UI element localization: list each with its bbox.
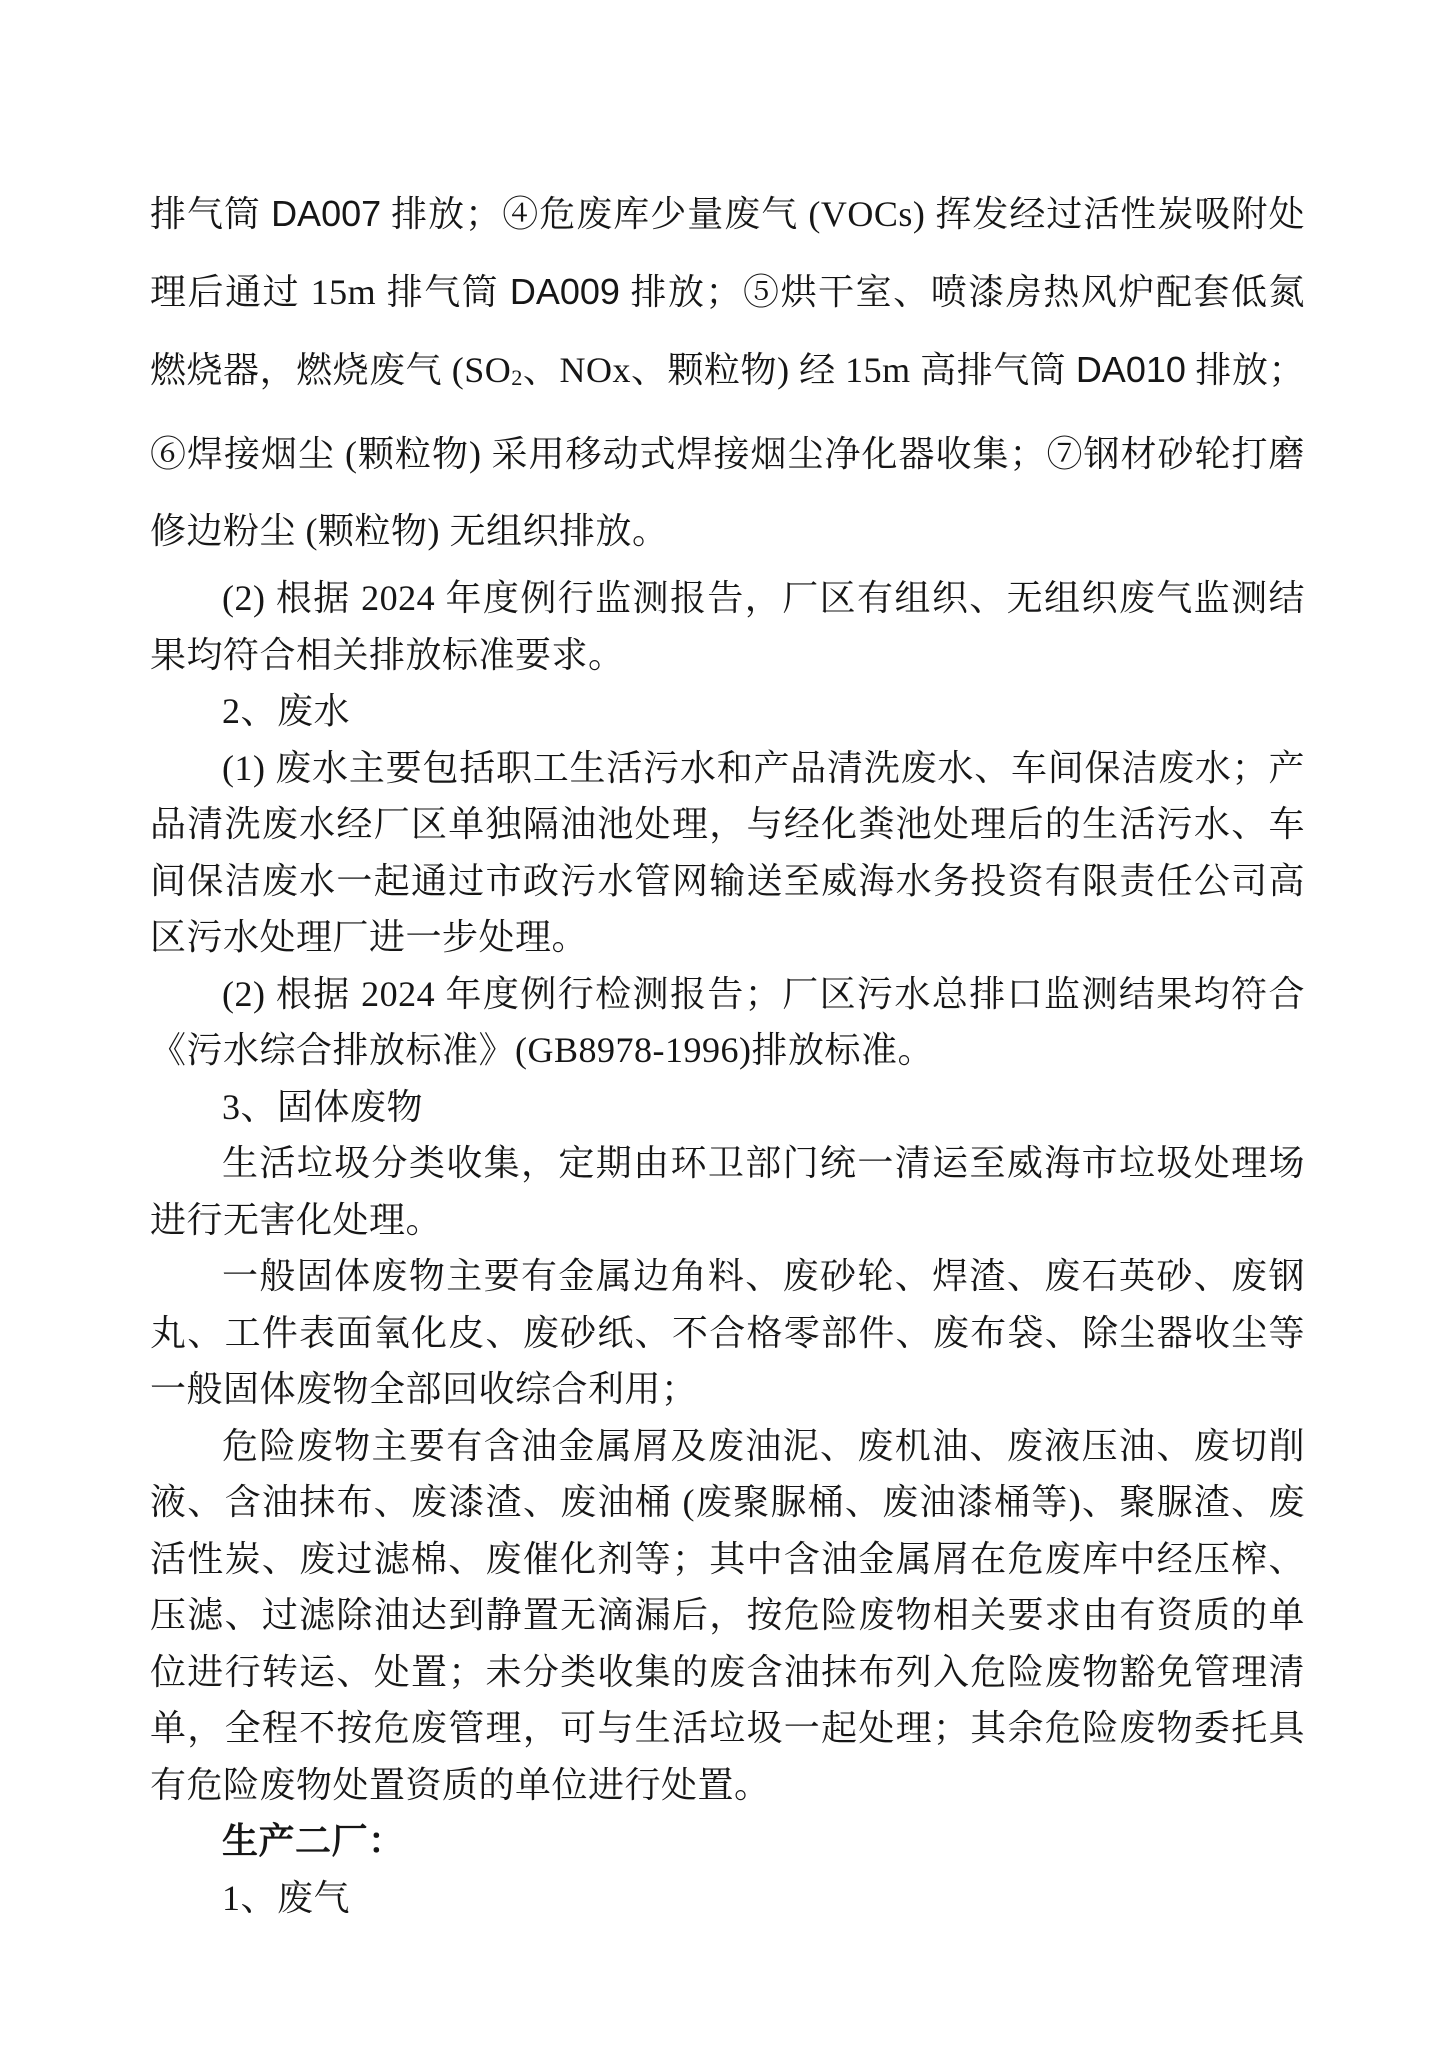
paragraph-general-solid-waste	[150, 1248, 1305, 1418]
text-run: DA007	[271, 193, 382, 234]
paragraph-domestic-garbage	[150, 1135, 1305, 1248]
heading-wastewater	[150, 683, 1305, 740]
text-run: 2、废水	[222, 691, 351, 732]
text-run: 生产二厂：	[222, 1821, 405, 1862]
text-run: 2	[511, 365, 523, 391]
text-run: 1、废气	[222, 1877, 351, 1918]
paragraph-gas-monitoring-result	[150, 570, 1305, 683]
text-run: 危险废物主要有含油金属屑及废油泥、废机油、废液压油、废切削液、含油抹布、废漆渣、废油桶 (废聚脲桶、废油漆桶等)、聚脲渣、废活性炭、废过滤棉、废催化剂等；其中含油金属屑在危废库中经压榨、压滤、过滤除油达到静置无滴漏后，按危险废物相关要求由有资质的单位进行转运、处置；未分类收集的废含油抹布列入危险废物豁免管理清单，全程不按危废管理，可与生活垃圾一起处理；其余危险废物委托具有危险废物处置资质的单位进行处置。	[150, 1425, 1305, 1805]
text-run: 、NOx、颗粒物) 经 15m 高排气筒	[522, 350, 1076, 390]
heading-waste-gas-item	[150, 1870, 1305, 1927]
text-run: 排放；④危废库少量废气 (VOCs) 挥发经过活性炭吸附处理后通过 15m 排气筒	[150, 194, 1305, 312]
text-run: 生活垃圾分类收集，定期由环卫部门统一清运至威海市垃圾处理场进行无害化处理。	[150, 1143, 1305, 1240]
text-run: (1) 废水主要包括职工生活污水和产品清洗废水、车间保洁废水；产品清洗废水经厂区单独隔油池处理，与经化粪池处理后的生活污水、车间保洁废水一起通过市政污水管网输送至威海水务投资有限责任公司高区污水处理厂进一步处理。	[150, 747, 1305, 958]
text-run: 一般固体废物主要有金属边角料、废砂轮、焊渣、废石英砂、废钢丸、工件表面氧化皮、废砂纸、不合格零部件、废布袋、除尘器收尘等一般固体废物全部回收综合利用；	[150, 1256, 1305, 1410]
text-run: 3、固体废物	[222, 1086, 424, 1127]
text-run: 排放；⑥焊接烟尘 (颗粒物) 采用移动式焊接烟尘净化器收集；⑦钢材砂轮打磨修边粉尘 (颗粒物) 无组织排放。	[150, 350, 1305, 552]
paragraph-exhaust-stacks-continuation	[150, 175, 1305, 570]
text-run: 排气筒	[150, 194, 272, 234]
text-run: (2) 根据 2024 年度例行监测报告，厂区有组织、无组织废气监测结果均符合相关排放标准要求。	[150, 578, 1305, 675]
text-run: DA010	[1075, 349, 1186, 390]
text-run: 排放；⑤烘干室、喷漆房热风炉配套低氮燃烧器，燃烧废气 (SO	[150, 272, 1305, 390]
paragraph-hazardous-waste	[150, 1418, 1305, 1814]
text-run: DA009	[509, 271, 620, 312]
paragraph-wastewater-treatment	[150, 740, 1305, 966]
heading-solid-waste	[150, 1079, 1305, 1136]
text-run: (2) 根据 2024 年度例行检测报告；厂区污水总排口监测结果均符合《污水综合排放标准》(GB8978-1996)排放标准。	[150, 973, 1305, 1071]
paragraph-wastewater-monitoring-result	[150, 966, 1305, 1079]
heading-plant-two	[150, 1813, 1305, 1870]
